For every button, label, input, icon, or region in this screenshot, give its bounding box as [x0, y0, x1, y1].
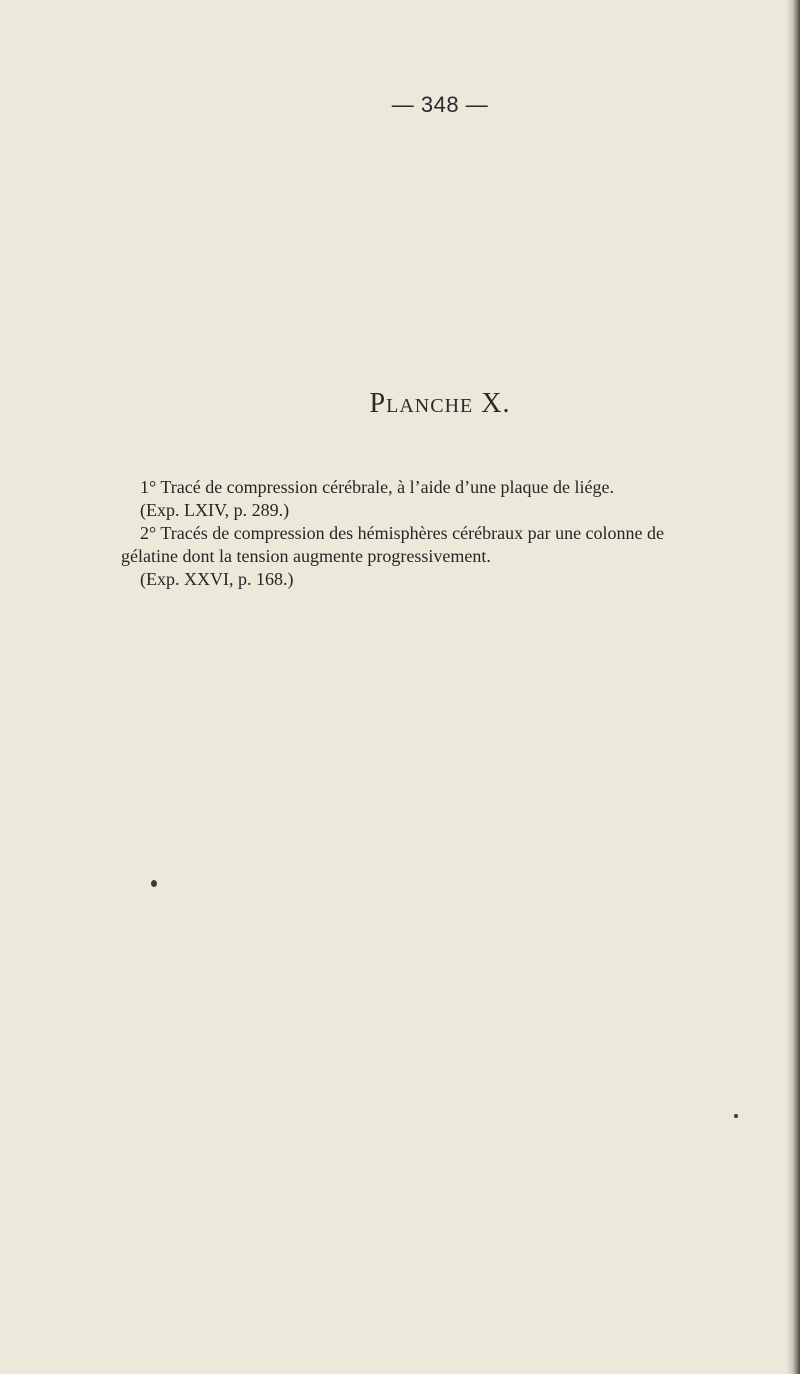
caption-item-1-line-2: (Exp. LXIV, p. 289.)	[140, 500, 290, 520]
caption-item-1-line-1: 1° Tracé de compression cérébrale, à l’aide d’une plaque de liége.	[140, 477, 615, 497]
ink-speck	[151, 880, 157, 887]
caption-item-2-line-2: gélatine dont la tension augmente progressivement.	[121, 546, 491, 566]
plate-caption	[121, 476, 765, 591]
ink-speck	[734, 1114, 738, 1118]
caption-item-2-line-3: (Exp. XXVI, p. 168.)	[140, 569, 294, 589]
page-number: — 348 —	[391, 92, 489, 117]
page-edge-shadow	[786, 0, 800, 1374]
caption-item-2-line-1: 2° Tracés de compression des hémisphères cérébraux par une colonne de	[140, 523, 665, 543]
plate-title: Planche X.	[369, 388, 511, 419]
caption-item-2	[121, 522, 765, 591]
caption-item-1	[121, 476, 765, 522]
